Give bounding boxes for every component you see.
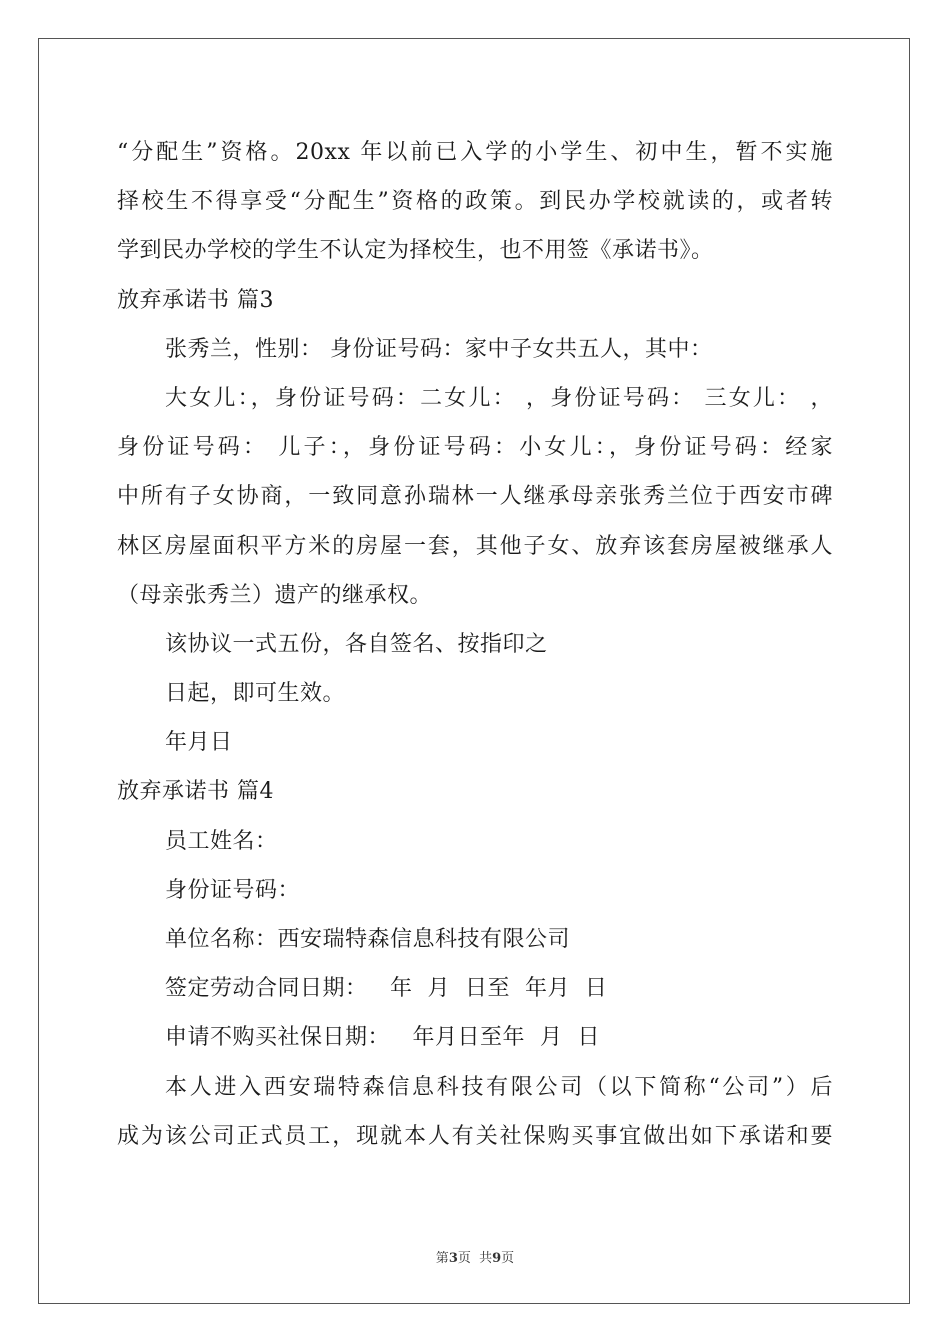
document-body <box>117 128 833 1161</box>
footer-suffix: 页 <box>501 1251 515 1266</box>
paragraph-line: 日起，即可生效。 <box>165 681 346 707</box>
company-name-field: 单位名称：西安瑞特森信息科技有限公司 <box>165 927 571 952</box>
paragraph-line: 张秀兰，性别： 身份证号码：家中子女共五人，其中： <box>165 336 713 362</box>
current-page-number: 3 <box>448 1251 458 1266</box>
footer-mid: 页 共 <box>457 1251 493 1266</box>
id-number-field: 身份证号码： <box>165 877 301 903</box>
date-line: 年月日 <box>165 730 233 756</box>
contract-date-field: 签定劳动合同日期： 年 月 日至 年月 日 <box>165 976 608 1002</box>
paragraph-line: 本人进入西安瑞特森信息科技有限公司（以下简称“公司”）后 <box>165 1074 833 1100</box>
paragraph-line: 中所有子女协商，一致同意孙瑞林一人继承母亲张秀兰位于西安市碑 <box>117 484 833 510</box>
paragraph-line: （母亲张秀兰）遗产的继承权。 <box>117 582 433 608</box>
footer-prefix: 第 <box>435 1251 449 1266</box>
paragraph-line: “分配生”资格。20xx 年以前已入学的小学生、初中生，暂不实施 <box>117 140 833 165</box>
paragraph-line: 学到民办学校的学生不认定为择校生，也不用签《承诺书》。 <box>117 238 714 264</box>
section-heading-4: 放弃承诺书 篇4 <box>117 779 274 805</box>
total-pages-number: 9 <box>492 1251 502 1266</box>
paragraph-line: 林区房屋面积平方米的房屋一套，其他子女、放弃该套房屋被继承人 <box>117 533 833 559</box>
paragraph-line: 成为该公司正式员工，现就本人有关社保购买事宜做出如下承诺和要 <box>117 1123 833 1149</box>
section-heading-3: 放弃承诺书 篇3 <box>117 287 274 313</box>
paragraph-line: 身份证号码： 儿子：，身份证号码：小女儿：，身份证号码：经家 <box>117 435 833 461</box>
paragraph-line: 该协议一式五份，各自签名、按指印之 <box>165 631 548 657</box>
employee-name-field: 员工姓名： <box>165 828 278 854</box>
no-insurance-date-field: 申请不购买社保日期： 年月日至年 月 日 <box>165 1025 600 1051</box>
paragraph-line: 大女儿：，身份证号码：二女儿： ，身份证号码： 三女儿： ， <box>165 385 833 411</box>
paragraph-line: 择校生不得享受“分配生”资格的政策。到民办学校就读的，或者转 <box>117 189 833 215</box>
page-footer <box>0 1247 950 1266</box>
